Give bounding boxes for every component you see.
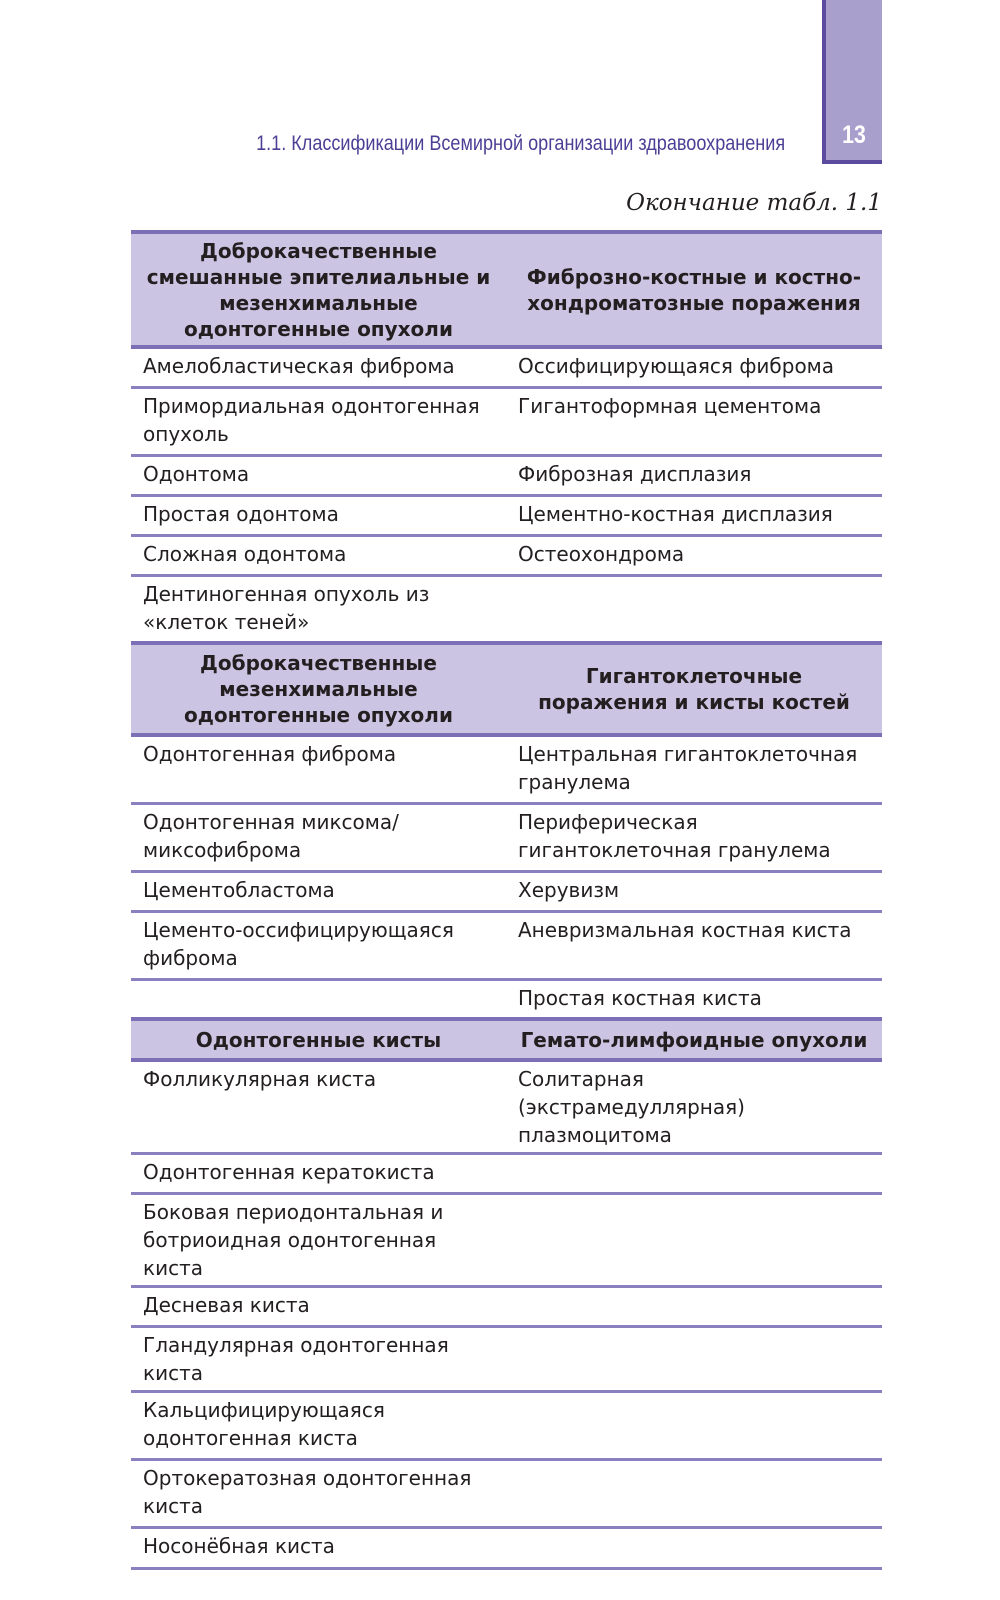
table-row [131,803,882,871]
table-row [131,535,882,575]
table-cell [506,1528,882,1569]
section-header-row [131,232,882,347]
table-cell [506,1327,882,1392]
table-cell: Аневризмальная костная киста [506,911,882,979]
table-cell: Херувизм [506,871,882,911]
table-cell: Периферическая гигантоклеточная гранулема [506,803,882,871]
section-header-cell: Доброкачественные смешанные эпителиальные и мезенхимальные одонтогенные опухоли [131,232,506,347]
classification-table [131,230,882,1570]
table-row [131,735,882,803]
table-cell: Простая костная киста [518,985,762,1010]
table-cell: Одонтома [131,455,506,495]
table-cell: Центральная гигантоклеточная гранулема [506,735,882,803]
table-row [131,1327,882,1392]
table-cell [506,1154,882,1194]
table-cell [506,1392,882,1460]
table-cell: Носонёбная киста [131,1528,506,1569]
section-header-cell: Одонтогенные кисты [131,1019,506,1060]
table-cell: Цементно-костная дисплазия [506,495,882,535]
table-row [131,1060,882,1154]
table-cell: Оссифицирующаяся фиброма [506,347,882,387]
table-caption: Окончание табл. 1.1 [626,190,882,216]
table-row [131,387,882,455]
table-cell: Ортокератозная одонтогенная киста [131,1460,506,1528]
table-cell: Гигантоформная цементома [506,387,882,455]
table-cell: Амелобластическая фиброма [131,347,506,387]
section-header-row [131,1019,882,1060]
table-row [131,347,882,387]
table-row [131,575,882,643]
table-cell: Фолликулярная киста [131,1060,506,1154]
table-cell: Цементо-оссифицирующаяся фиброма [131,911,506,979]
table-cell: Простая одонтома [131,495,506,535]
section-header-cell: Фиброзно-костные и костно-хондроматозные поражения [506,232,882,347]
table-row [131,871,882,911]
page-number-tab [822,0,882,164]
page-number: 13 [842,121,866,149]
table-cell: Десневая киста [131,1287,506,1327]
table-cell [506,1194,882,1287]
table-row [131,1392,882,1460]
table-row [131,455,882,495]
table-cell: Дентиногенная опухоль из «клеток теней» [143,581,430,634]
table-cell: Фиброзная дисплазия [506,455,882,495]
table-cell: Цементобластома [131,871,506,911]
table-cell: Одонтогенная фиброма [131,735,506,803]
section-header-cell: Доброкачественные мезенхимальные одонтогенные опухоли [131,643,506,735]
table-row [131,495,882,535]
table-cell [506,1460,882,1528]
table-cell: Боковая периодонтальная и ботриоидная одонтогенная киста [131,1194,506,1287]
table-row [131,911,882,979]
running-title: 1.1. Классификации Всемирной организации здравоохранения [255,132,785,155]
table-cell: Сложная одонтома [131,535,506,575]
table-cell: Одонтогенная миксома/ миксофиброма [131,803,506,871]
table-row [131,1460,882,1528]
table-row [131,1194,882,1287]
table-cell: Солитарная (экстрамедуллярная) плазмоцитома [506,1060,882,1154]
table-cell [131,979,506,1019]
table-row [131,1287,882,1327]
table-row [131,1528,882,1569]
section-header-cell: Гигантоклеточные поражения и кисты костей [506,643,882,735]
section-header-cell: Гемато-лимфоидные опухоли [506,1019,882,1060]
table-cell: Одонтогенная кератокиста [131,1154,506,1194]
table-row [131,979,882,1019]
section-header-row [131,643,882,735]
table-cell: Остеохондрома [506,535,882,575]
table-cell [506,575,882,643]
table-cell: Примордиальная одонтогенная опухоль [131,387,506,455]
table-cell: Кальцифицирующаяся одонтогенная киста [131,1392,506,1460]
table-cell: Гландулярная одонтогенная киста [131,1327,506,1392]
table-row [131,1154,882,1194]
table-cell [506,1287,882,1327]
